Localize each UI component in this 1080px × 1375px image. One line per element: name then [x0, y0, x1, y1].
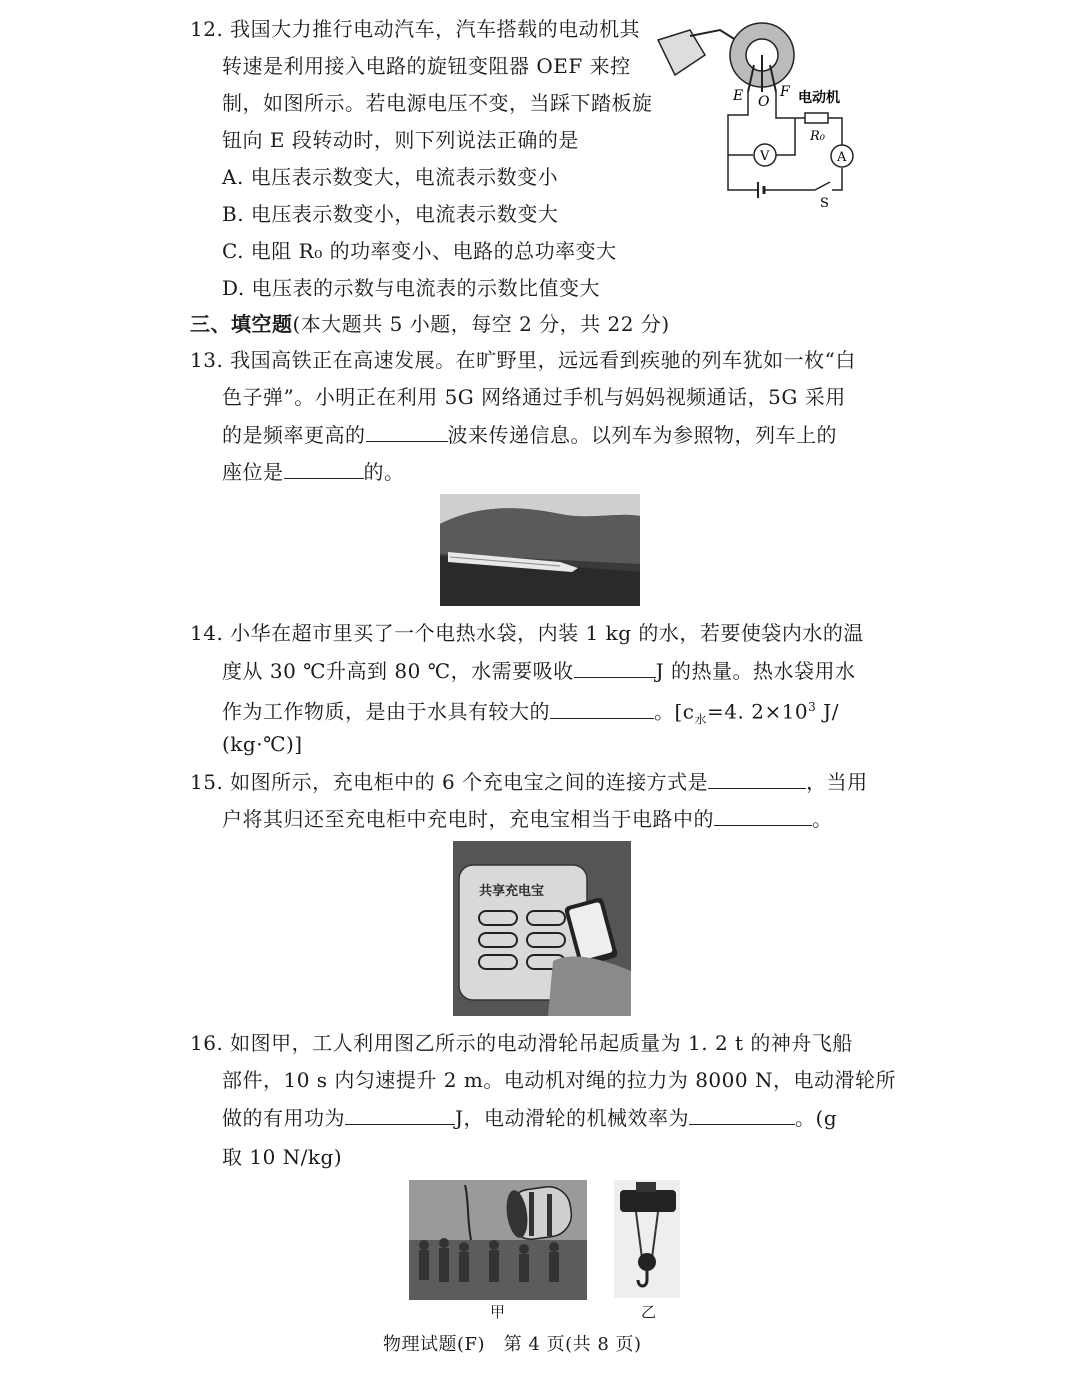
label-f: F — [780, 84, 790, 100]
q16-line-2: 部件，10 s 内匀速提升 2 m。电动机对绳的拉力为 8000 N，电动滑轮所 — [222, 1068, 896, 1092]
label-motor: 电动机 — [798, 90, 840, 106]
q12-line-4: 钮向 E 段转动时，则下列说法正确的是 — [222, 128, 579, 152]
label-e: E — [733, 88, 744, 104]
ammeter-label: A — [837, 150, 847, 165]
power-bank-photo — [453, 841, 631, 1016]
q12-option-d: D. 电压表的示数与电流表的示数比值变大 — [222, 276, 601, 300]
r0-label: R₀ — [810, 129, 825, 144]
q15-text-2b: 。 — [812, 807, 833, 831]
q15-line-1 — [190, 766, 868, 797]
q13-text-3b: 波来传递信息。以列车为参照物，列车上的 — [447, 423, 837, 447]
q15-blank-2[interactable] — [714, 803, 812, 826]
q14-line-4: (kg·℃)] — [222, 732, 303, 756]
switch-label: S — [820, 196, 829, 211]
q16-line-4: 取 10 N/kg) — [222, 1145, 343, 1169]
q13-blank-1[interactable] — [366, 419, 448, 442]
q14-text-3d: J/ — [816, 699, 839, 724]
train-photo — [440, 494, 640, 606]
section-3-heading — [190, 309, 670, 339]
circuit-diagram — [650, 10, 870, 215]
q13-line-3 — [222, 419, 837, 450]
q15-text-2a: 户将其归还至充电柜中充电时，充电宝相当于电路中的 — [222, 807, 714, 831]
q12-option-c: C. 电阻 R₀ 的功率变小、电路的总功率变大 — [222, 239, 617, 263]
q14-text-2a: 度从 30 ℃升高到 80 ℃，水需要吸收 — [222, 659, 574, 683]
q14-blank-2[interactable] — [550, 696, 654, 719]
q13-text-4b: 的。 — [363, 460, 405, 484]
caption-jia: 甲 — [490, 1303, 506, 1321]
label-o: O — [758, 94, 770, 110]
q13-blank-2[interactable] — [284, 456, 364, 479]
q14-text-3a: 作为工作物质，是由于水具有较大的 — [222, 699, 550, 724]
q13-text-3a: 的是频率更高的 — [222, 423, 366, 447]
q16-line-3 — [222, 1102, 837, 1133]
q13-line-2: 色子弹”。小明正在利用 5G 网络通过手机与妈妈视频通话，5G 采用 — [222, 385, 846, 409]
pulley-photo — [614, 1180, 680, 1298]
q15-text-1b: ，当用 — [806, 770, 868, 794]
q16-blank-2[interactable] — [689, 1102, 795, 1125]
q16-text-3c: 。(g — [795, 1106, 838, 1130]
q12-line-2: 转速是利用接入电路的旋钮变阻器 OEF 来控 — [222, 54, 631, 78]
q16-text-3a: 做的有用功为 — [222, 1106, 345, 1130]
voltmeter-label: V — [760, 149, 770, 164]
q14-sup-exp: 3 — [808, 700, 817, 714]
caption-yi: 乙 — [641, 1303, 657, 1321]
q16-blank-1[interactable] — [345, 1102, 455, 1125]
q13-line-4 — [222, 456, 405, 487]
q14-line-1: 14. 小华在超市里买了一个电热水袋，内装 1 kg 的水，若要使袋内水的温 — [190, 621, 864, 645]
q15-line-2 — [222, 803, 833, 834]
q14-blank-1[interactable] — [574, 655, 656, 678]
power-bank-label: 共享充电宝 — [479, 884, 545, 899]
q14-text-3c: =4. 2×10 — [707, 699, 809, 724]
q14-line-2 — [222, 655, 855, 686]
q12-option-b: B. 电压表示数变小，电流表示数变大 — [222, 202, 559, 226]
q15-text-1a: 15. 如图所示，充电柜中的 6 个充电宝之间的连接方式是 — [190, 770, 709, 794]
q14-text-3b: 。[c — [654, 699, 695, 724]
q14-sub-water: 水 — [694, 712, 708, 727]
q12-option-a: A. 电压表示数变大，电流表示数变小 — [222, 165, 559, 189]
q14-text-2b: J 的热量。热水袋用水 — [655, 659, 856, 683]
section-3-title: 三、填空题 — [190, 312, 293, 336]
q15-blank-1[interactable] — [708, 766, 806, 789]
q16-line-1: 16. 如图甲，工人利用图乙所示的电动滑轮吊起质量为 1. 2 t 的神舟飞船 — [190, 1031, 853, 1055]
section-3-note: (本大题共 5 小题，每空 2 分，共 22 分) — [292, 312, 670, 336]
q16-text-3b: J，电动滑轮的机械效率为 — [455, 1106, 690, 1130]
workers-photo — [409, 1180, 587, 1300]
q13-text-4a: 座位是 — [222, 460, 284, 484]
page-footer: 物理试题(F) 第 4 页(共 8 页) — [383, 1334, 642, 1355]
q12-line-1: 12. 我国大力推行电动汽车，汽车搭载的电动机其 — [190, 17, 641, 41]
q12-line-3: 制，如图所示。若电源电压不变，当踩下踏板旋 — [222, 91, 653, 115]
q13-line-1: 13. 我国高铁正在高速发展。在旷野里，远远看到疾驰的列车犹如一枚“白 — [190, 348, 856, 372]
q14-line-3 — [222, 692, 839, 735]
